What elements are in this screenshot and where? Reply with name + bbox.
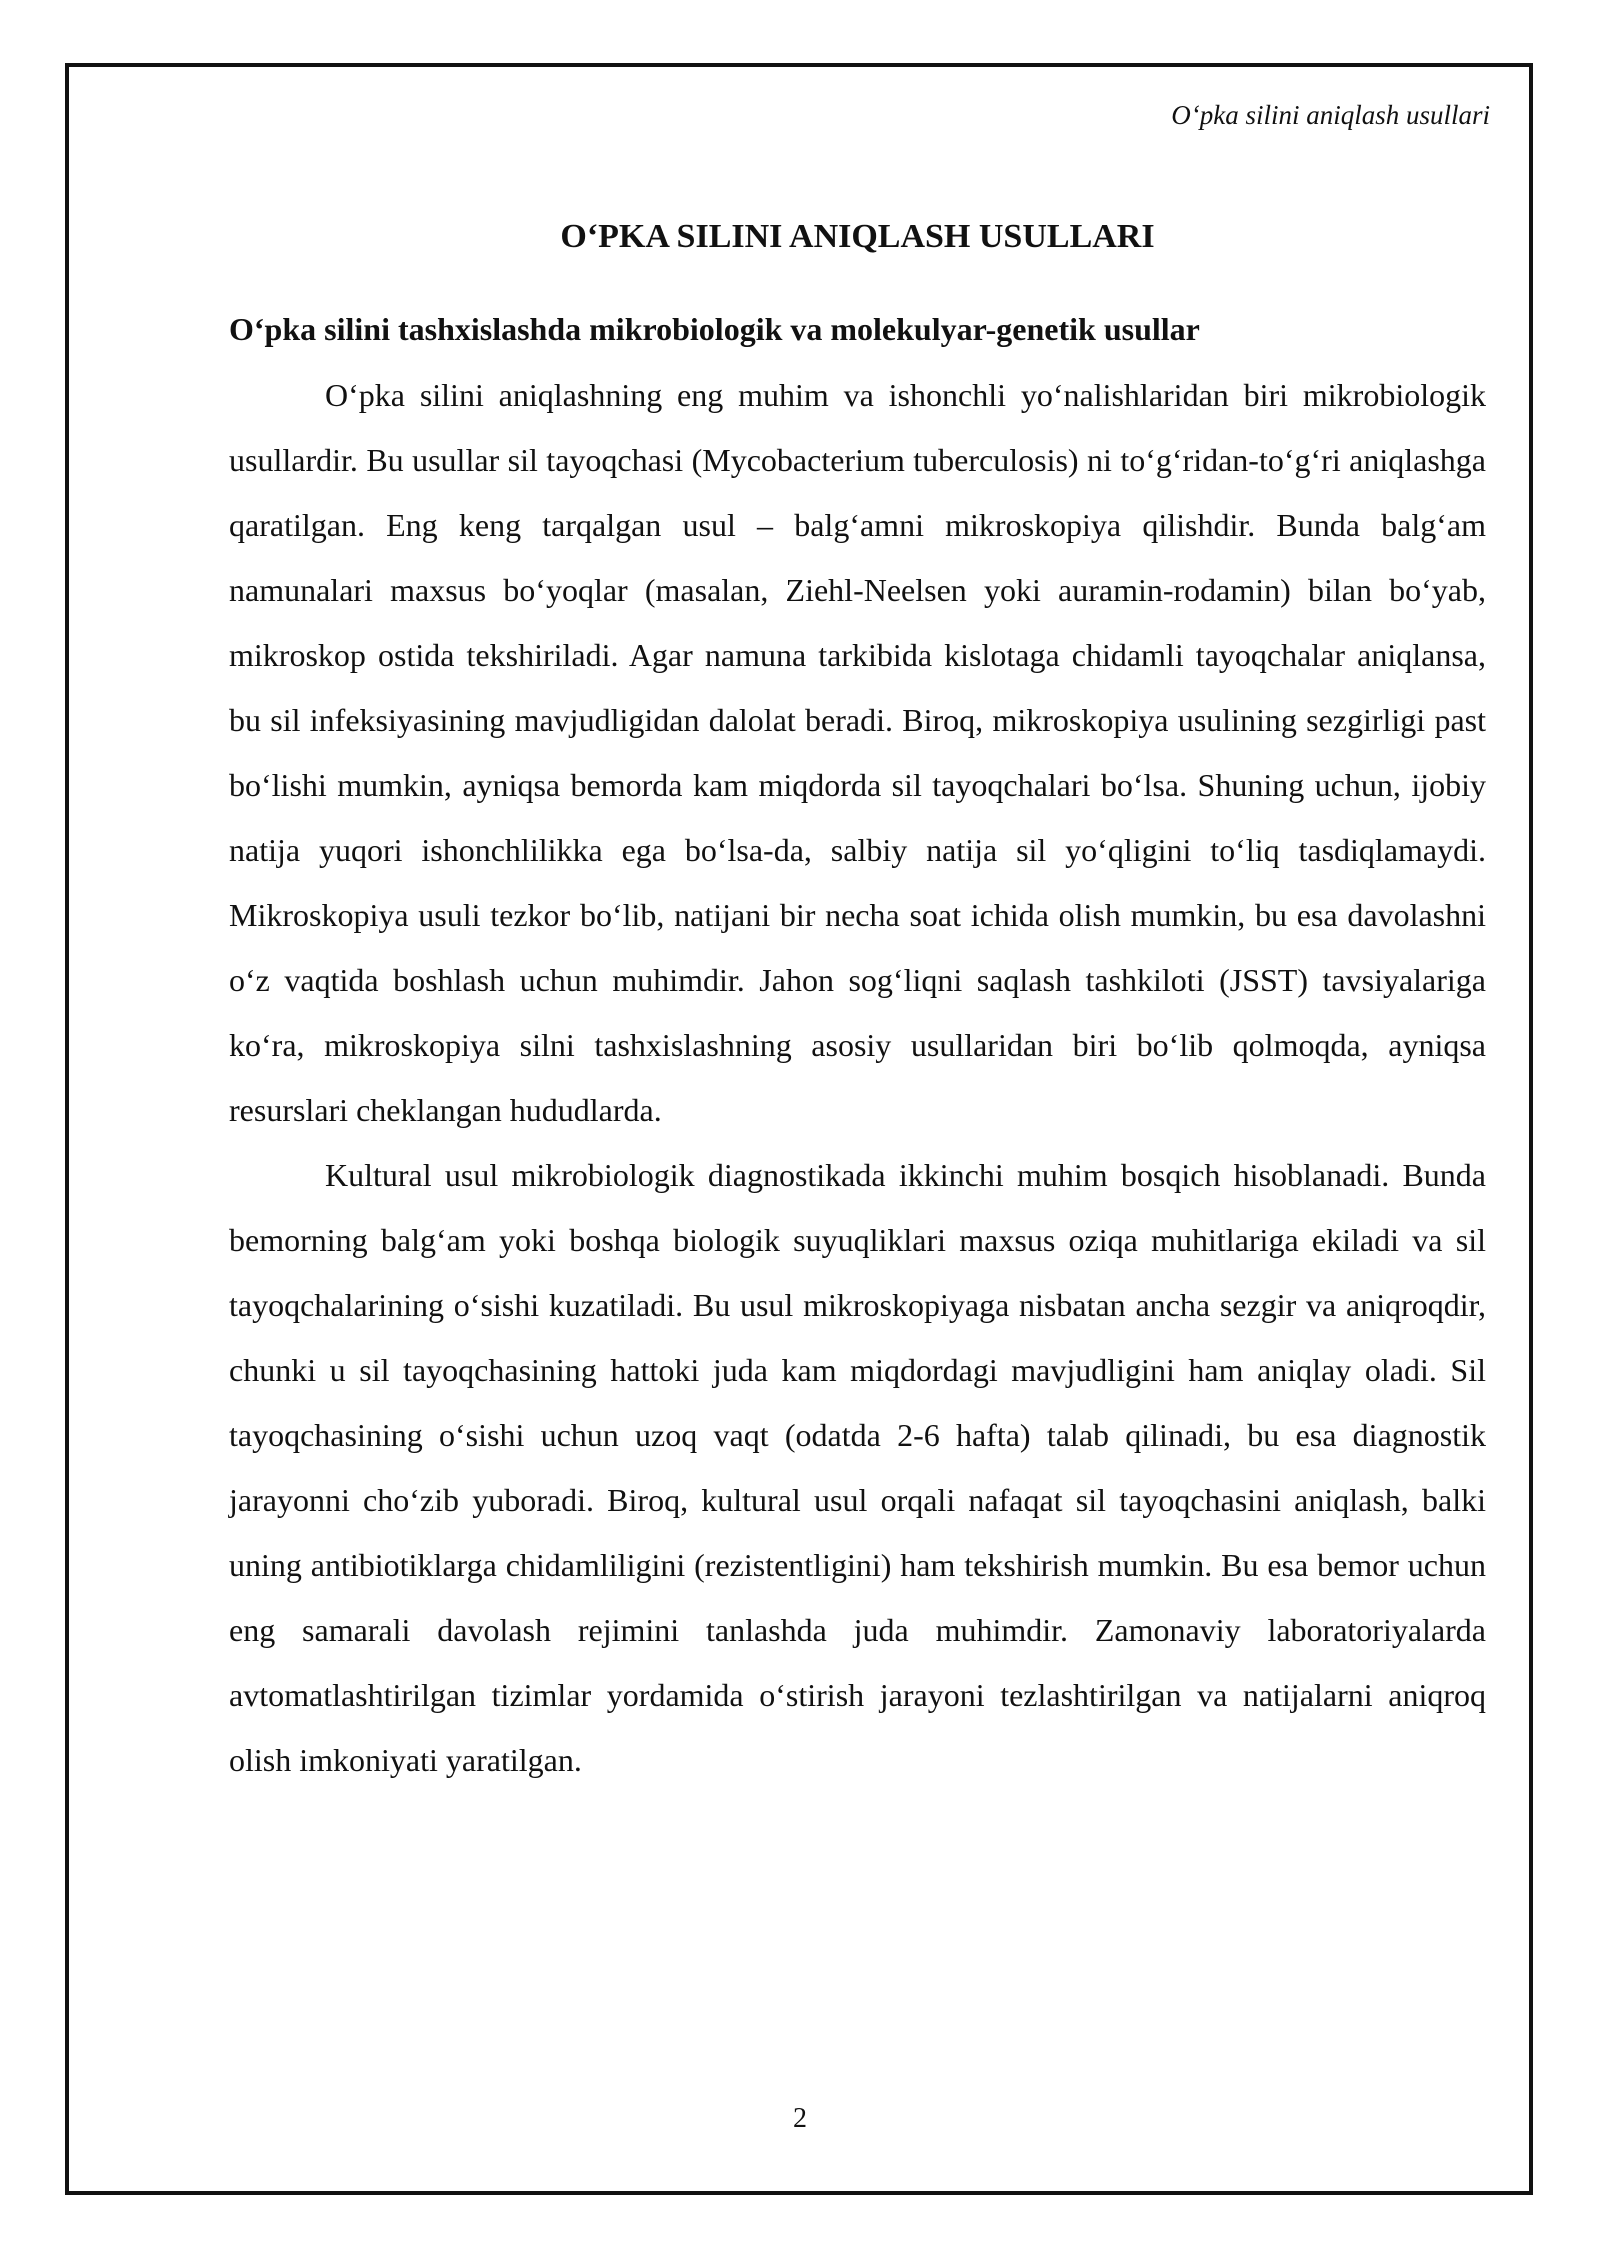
document-body [229, 213, 1486, 1793]
paragraph-microscopy: O‘pka silini aniqlashning eng muhim va ishonchli yo‘nalishlaridan biri mikrobiologik usullardir. Bu usullar sil tayoqchasi (Mycobacterium tuberculosis) ni to‘g‘ridan-to‘g‘ri aniqlashga qaratilgan. Eng keng tarqalgan usul – balg‘amni mikroskopiya qilishdir. Bunda balg‘am namunalari maxsus bo‘yoqlar (masalan, Ziehl-Neelsen yoki auramin-rodamin) bilan bo‘yab, mikroskop ostida tekshiriladi. Agar namuna tarkibida kislotaga chidamli tayoqchalar aniqlansa, bu sil infeksiyasining mavjudligidan dalolat beradi. Biroq, mikroskopiya usulining sezgirligi past bo‘lishi mumkin, ayniqsa bemorda kam miqdorda sil tayoqchalari bo‘lsa. Shuning uchun, ijobiy natija yuqori ishonchlilikka ega bo‘lsa-da, salbiy natija sil yo‘qligini to‘liq tasdiqlamaydi. Mikroskopiya usuli tezkor bo‘lib, natijani bir necha soat ichida olish mumkin, bu esa davolashni o‘z vaqtida boshlash uchun muhimdir. Jahon sog‘liqni saqlash tashkiloti (JSST) tavsiyalariga ko‘ra, mikroskopiya silni tashxislashning asosiy usullaridan biri bo‘lib qolmoqda, ayniqsa resurslari cheklangan hududlarda. [229, 377, 1486, 1128]
section-heading: O‘pka silini tashxislashda mikrobiologik va molekulyar-genetik usullar [229, 311, 1200, 347]
document-title: O‘PKA SILINI ANIQLASH USULLARI [560, 218, 1155, 255]
running-header: O‘pka silini aniqlash usullari [1171, 100, 1490, 130]
page-number: 2 [793, 2103, 807, 2134]
paragraph-culture: Kultural usul mikrobiologik diagnostikada ikkinchi muhim bosqich hisoblanadi. Bunda bemorning balg‘am yoki boshqa biologik suyuqliklari maxsus oziqa muhitlariga ekiladi va sil tayoqchalarining o‘sishi kuzatiladi. Bu usul mikroskopiyaga nisbatan ancha sezgir va aniqroqdir, chunki u sil tayoqchasining hattoki juda kam miqdordagi mavjudligini ham aniqlay oladi. Sil tayoqchasining o‘sishi uchun uzoq vaqt (odatda 2-6 hafta) talab qilinadi, bu esa diagnostik jarayonni cho‘zib yuboradi. Biroq, kultural usul orqali nafaqat sil tayoqchasini aniqlash, balki uning antibiotiklarga chidamliligini (rezistentligini) ham tekshirish mumkin. Bu esa bemor uchun eng samarali davolash rejimini tanlashda juda muhimdir. Zamonaviy laboratoriyalarda avtomatlashtirilgan tizimlar yordamida o‘stirish jarayoni tezlashtirilgan va natijalarni aniqroq olish imkoniyati yaratilgan. [229, 1157, 1486, 1778]
